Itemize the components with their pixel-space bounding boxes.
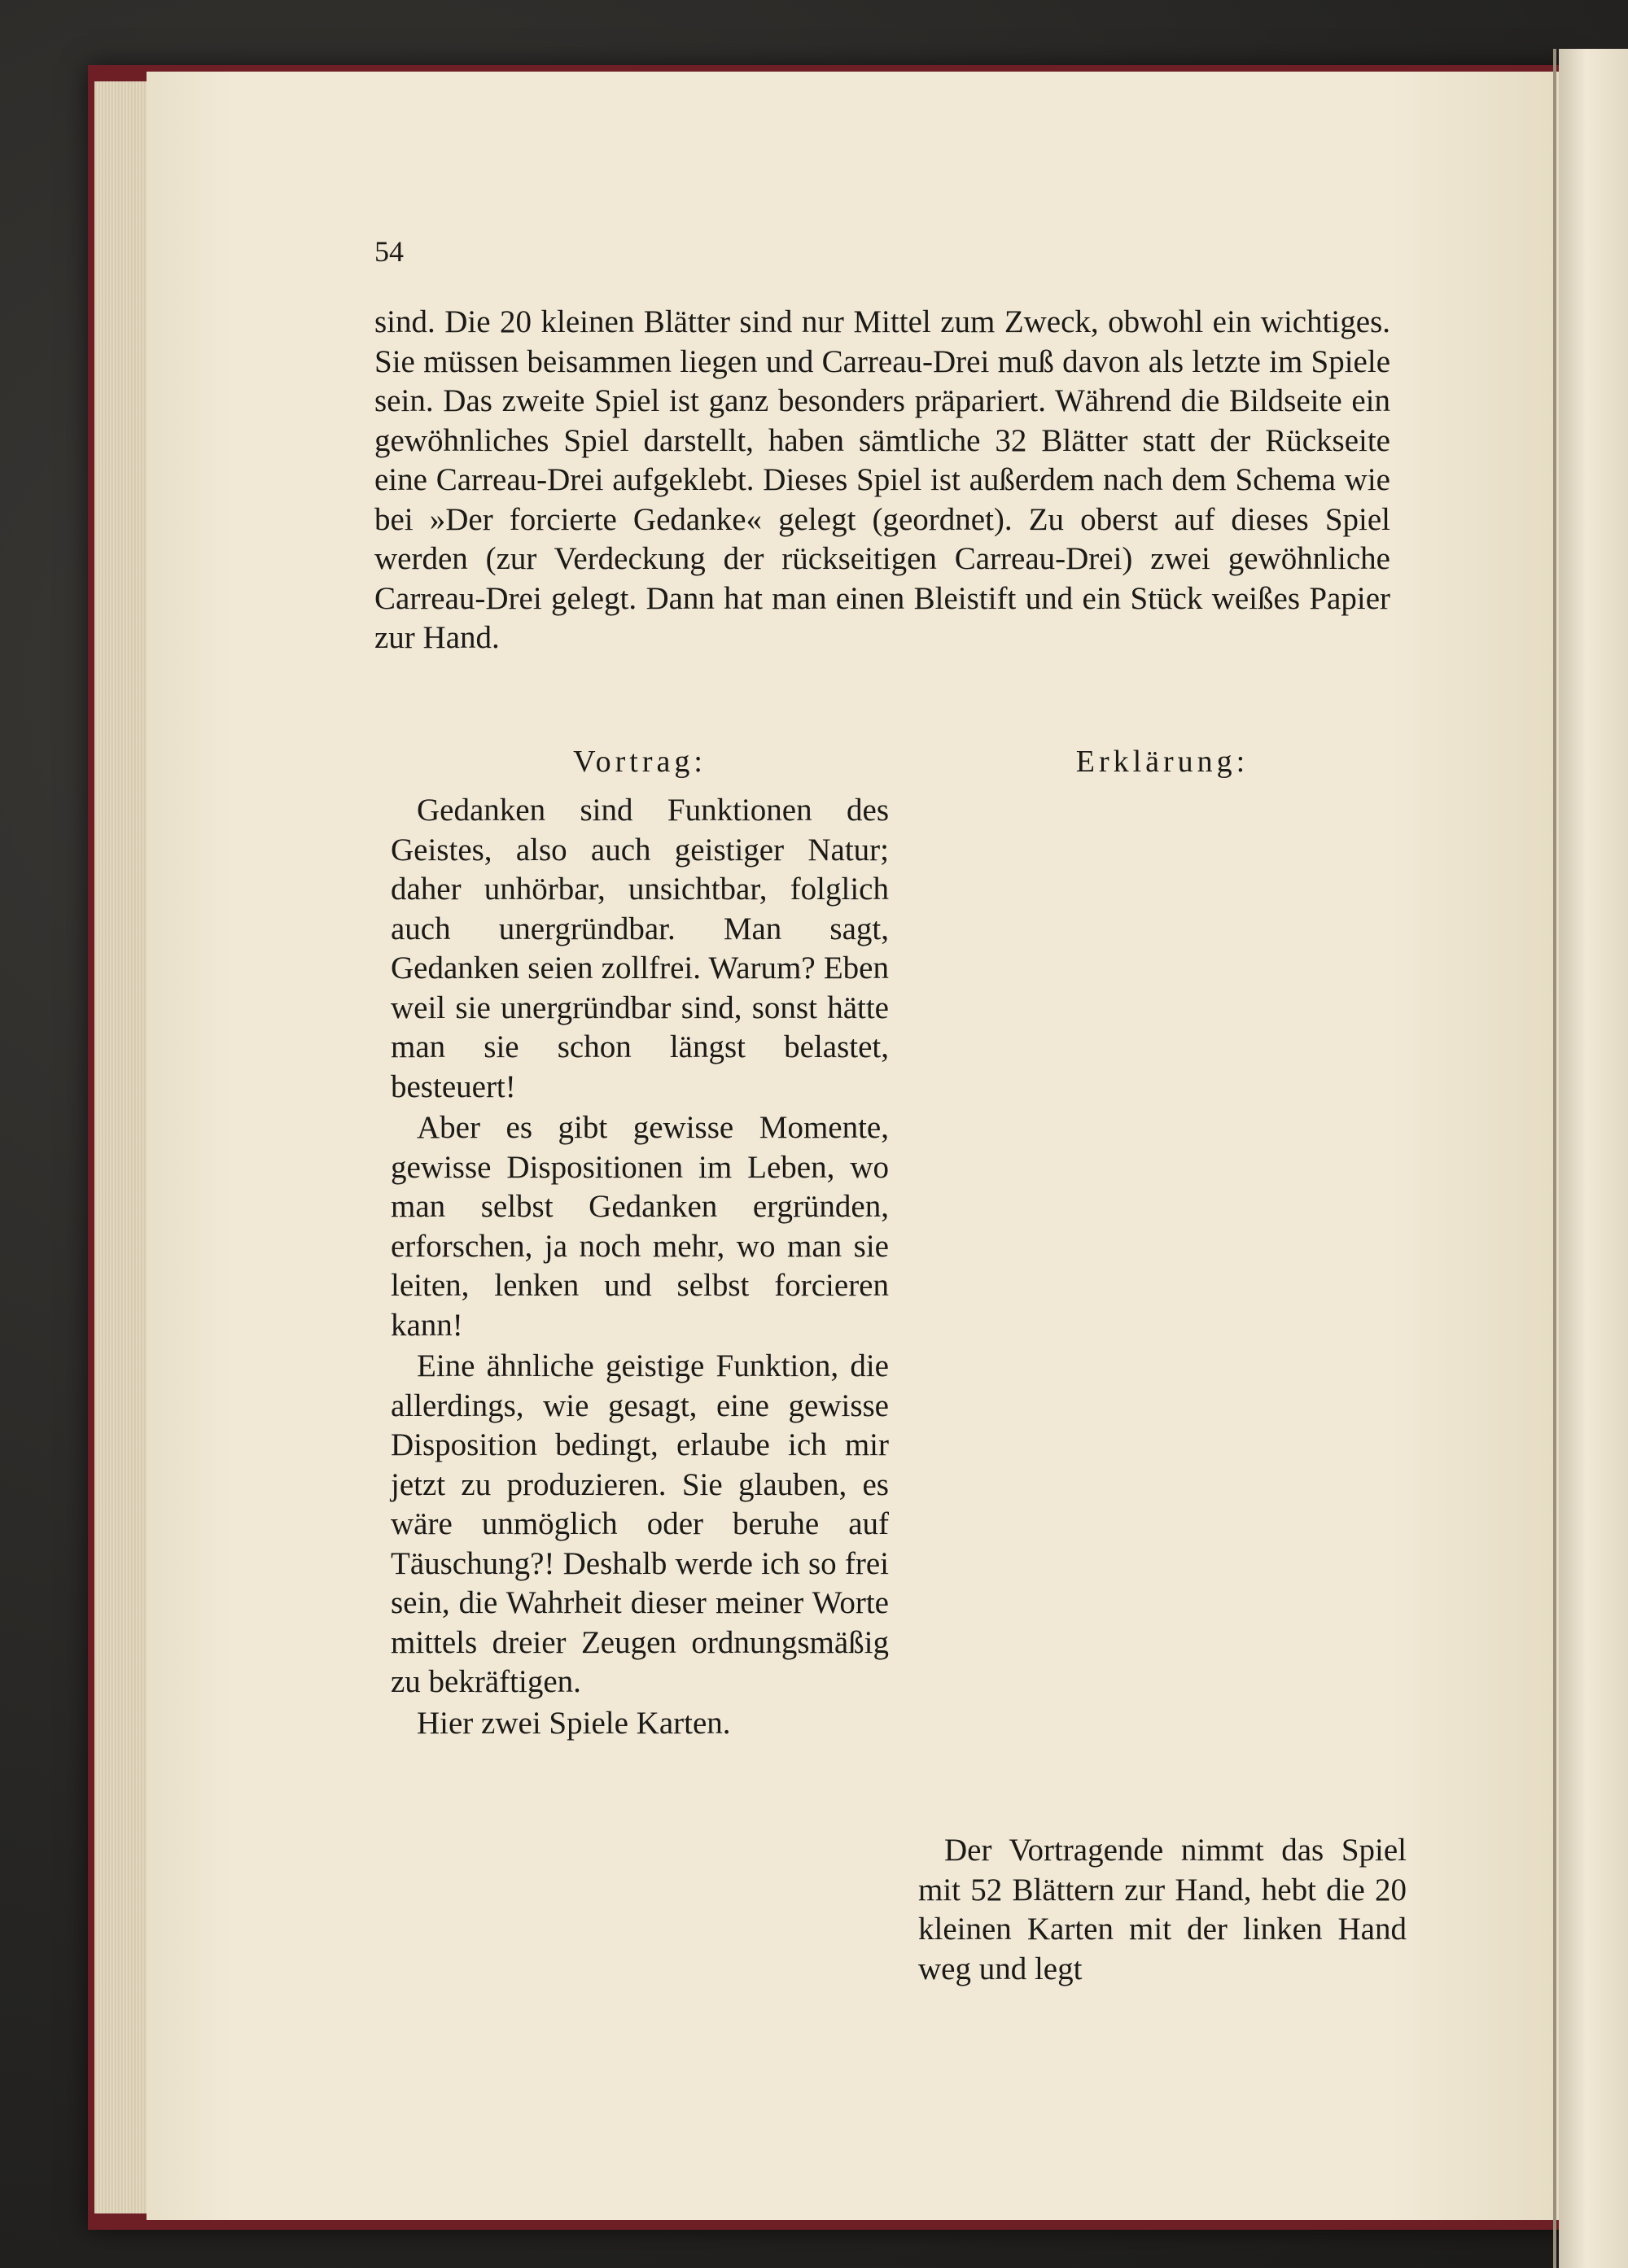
gutter-line [1553,49,1556,2268]
facing-page-edge [1559,49,1628,2268]
explanation-column [918,742,1407,1986]
page-number: 54 [374,235,404,268]
lecture-heading: Vortrag: [573,745,707,779]
lecture-column [391,742,889,1745]
explanation-heading: Erklärung: [1075,745,1249,779]
lecture-paragraph-2: Aber es gibt gewisse Momente, gewisse Dispositionen im Leben, wo man selbst Gedanken ergründen, erforschen, ja noch mehr, wo man sie leiten, lenken und selbst forcieren kann! [391,1110,889,1343]
lecture-paragraph-4: Hier zwei Spiele Karten. [417,1705,731,1741]
lecture-paragraph-3: Eine ähnliche geistige Funktion, die allerdings, wie gesagt, eine gewisse Disposition bedingt, erlaube ich mir jetzt zu produzieren. Sie glauben, es wäre unmöglich oder beruhe auf Täuschung?! Deshalb werde ich so frei sein, die Wahrheit dieser meiner Worte mittels dreier Zeugen ordnungsmäßig zu bekräftigen. [391,1348,889,1699]
explanation-paragraph: Der Vortragende nimmt das Spiel mit 52 Blättern zur Hand, hebt die 20 kleinen Karten mit der linken Hand weg und legt [918,1833,1407,1986]
lecture-paragraph-1: Gedanken sind Funktionen des Geistes, also auch geistiger Natur; daher unhörbar, unsichtbar, folglich auch unergründbar. Man sagt, Gedanken seien zollfrei. Warum? Eben weil sie unergründbar sind, sonst hätte man sie schon längst belastet, besteuert! [391,793,889,1104]
intro-text: sind. Die 20 kleinen Blätter sind nur Mittel zum Zweck, obwohl ein wichtiges. Sie müssen beisammen liegen und Carreau-Drei muß davon als letzte im Spiele sein. Das zweite Spiel ist ganz besonders präpariert. Während die Bildseite ein gewöhnliches Spiel darstellt, haben sämtliche 32 Blätter statt der Rückseite eine Carreau-Drei aufgeklebt. Dieses Spiel ist außerdem nach dem Schema wie bei »Der forcierte Gedanke« gelegt (geordnet). Zu oberst auf dieses Spiel werden (zur Verdeckung der rückseitigen Carreau-Drei) zwei gewöhnliche Carreau-Drei gelegt. Dann hat man einen Bleistift und ein Stück weißes Papier zur Hand. [374,304,1390,655]
intro-paragraph [374,303,1390,658]
